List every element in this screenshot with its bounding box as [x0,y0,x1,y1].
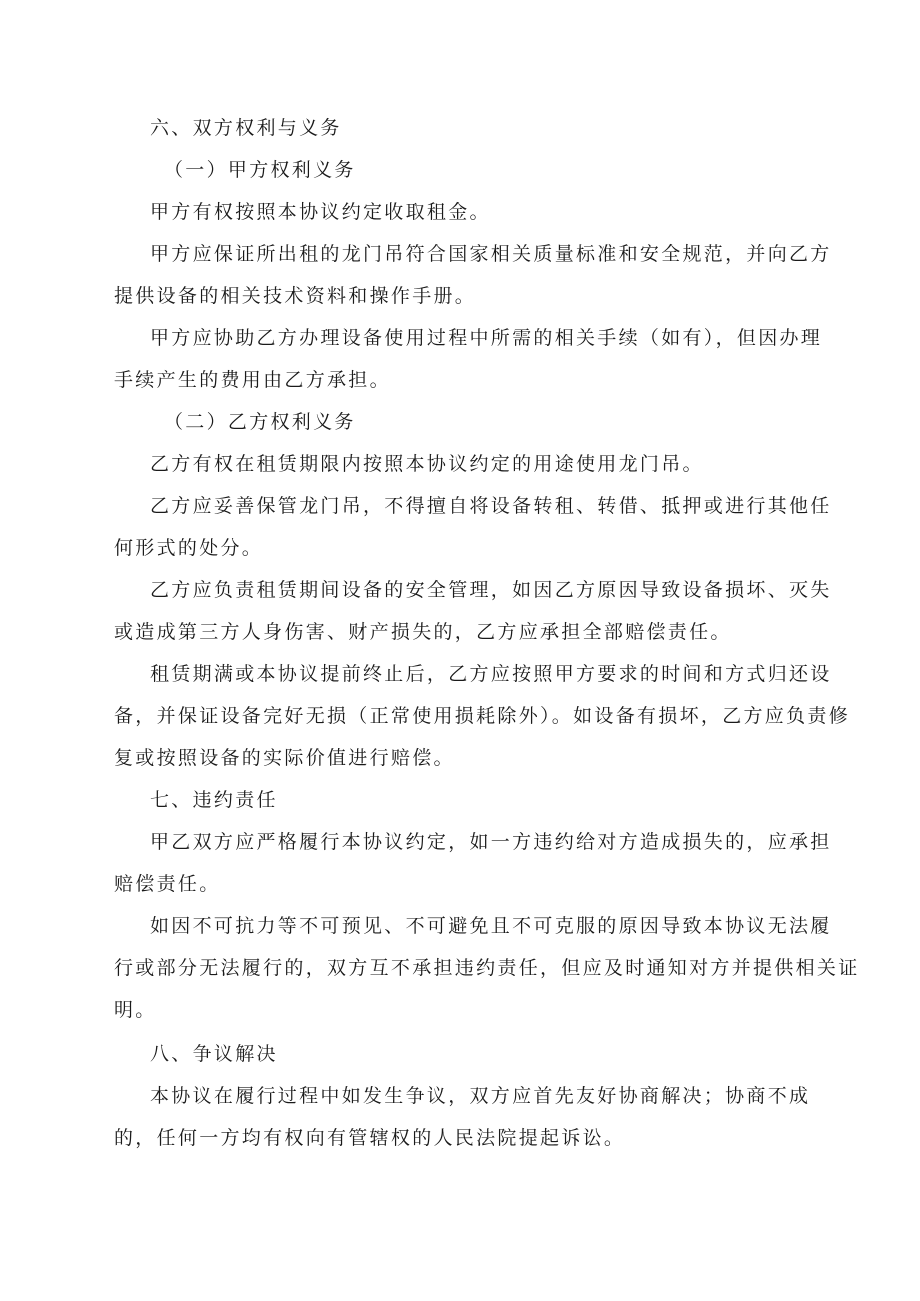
paragraph-force-majeure-line2: 行或部分无法履行的，双方互不承担违约责任，但应及时通知对方并提供相关证 [114,957,860,979]
paragraph-force-majeure-line1: 如因不可抗力等不可预见、不可避免且不可克服的原因导致本协议无法履 [150,915,832,937]
paragraph-dispute-resolution-line2: 的，任何一方均有权向有管辖权的人民法院提起诉讼。 [114,1127,626,1149]
paragraph-party-b-return-line3: 复或按照设备的实际价值进行赔偿。 [114,747,455,769]
paragraph-dispute-resolution-line1: 本协议在履行过程中如发生争议，双方应首先友好协商解决；协商不成 [150,1085,811,1107]
paragraph-breach-liability-line1: 甲乙双方应严格履行本协议约定，如一方违约给对方造成损失的，应承担 [150,831,832,853]
section-heading-rights-obligations: 六、双方权利与义务 [150,117,342,139]
section-heading-dispute: 八、争议解决 [150,1043,278,1065]
section-heading-breach: 七、违约责任 [150,789,278,811]
paragraph-party-b-safety-line2: 或造成第三方人身伤害、财产损失的，乙方应承担全部赔偿责任。 [114,621,732,643]
paragraph-breach-liability-line2: 赔偿责任。 [114,873,221,895]
paragraph-party-a-rent: 甲方有权按照本协议约定收取租金。 [150,201,491,223]
paragraph-force-majeure-line3: 明。 [114,999,157,1021]
paragraph-party-b-return-line1: 租赁期满或本协议提前终止后，乙方应按照甲方要求的时间和方式归还设 [150,663,832,685]
paragraph-party-a-procedures-line2: 手续产生的费用由乙方承担。 [114,369,391,391]
subsection-heading-party-b: （二）乙方权利义务 [164,411,356,433]
paragraph-party-a-quality-line1: 甲方应保证所出租的龙门吊符合国家相关质量标准和安全规范，并向乙方 [150,243,832,265]
subsection-heading-party-a: （一）甲方权利义务 [164,159,356,181]
paragraph-party-b-return-line2: 备，并保证设备完好无损（正常使用损耗除外）。如设备有损坏，乙方应负责修 [114,705,851,727]
paragraph-party-b-use: 乙方有权在租赁期限内按照本协议约定的用途使用龙门吊。 [150,453,704,475]
paragraph-party-b-safety-line1: 乙方应负责租赁期间设备的安全管理，如因乙方原因导致设备损坏、灭失 [150,579,832,601]
paragraph-party-a-procedures-line1: 甲方应协助乙方办理设备使用过程中所需的相关手续（如有），但因办理 [150,327,823,349]
paragraph-party-b-custody-line2: 何形式的处分。 [114,537,264,559]
paragraph-party-b-custody-line1: 乙方应妥善保管龙门吊，不得擅自将设备转租、转借、抵押或进行其他任 [150,495,832,517]
paragraph-party-a-quality-line2: 提供设备的相关技术资料和操作手册。 [114,285,477,307]
